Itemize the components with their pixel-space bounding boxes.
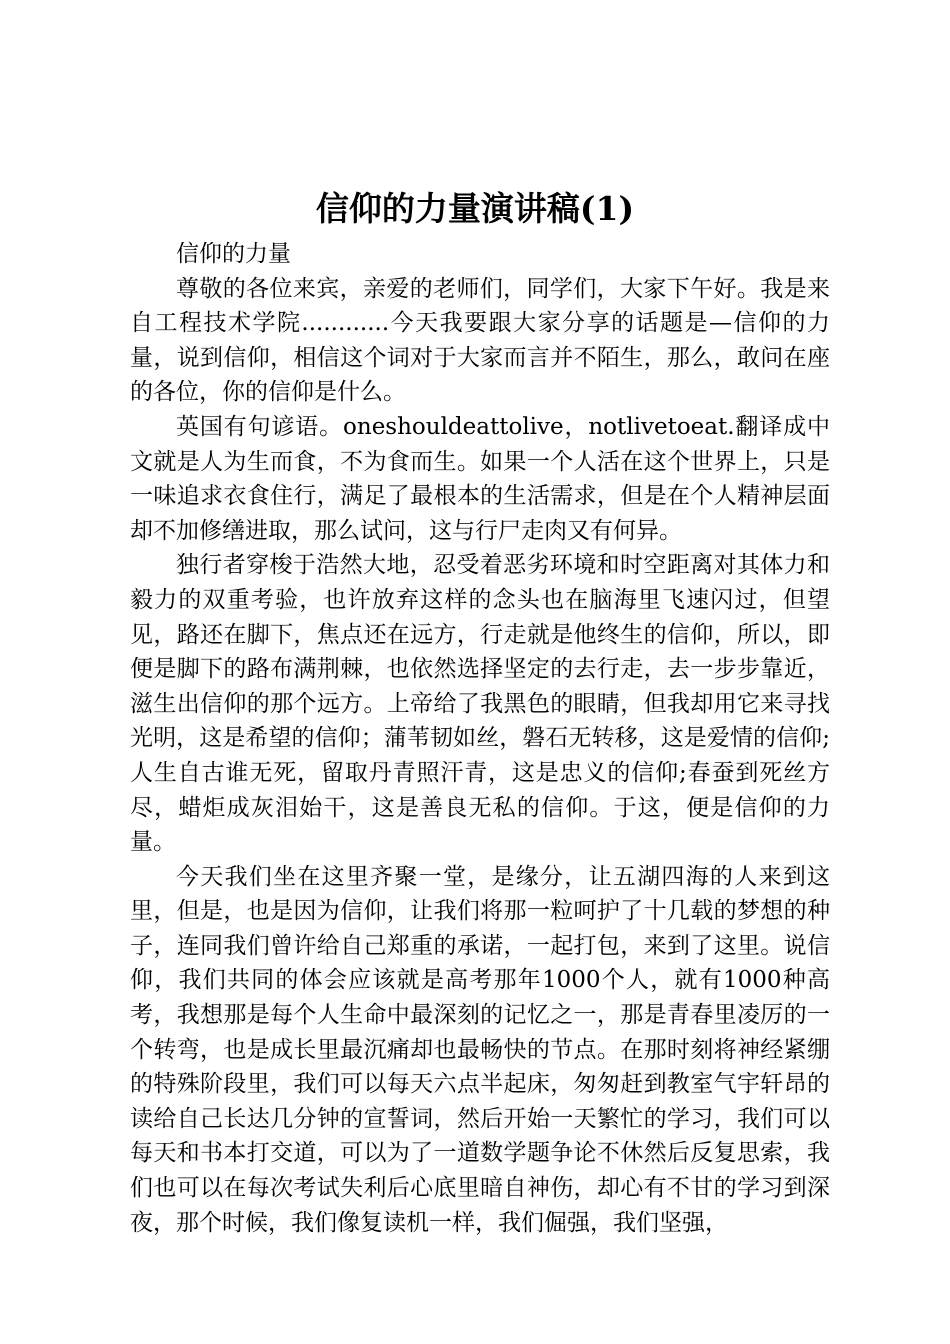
paragraph: 独行者穿梭于浩然大地，忍受着恶劣环境和时空距离对其体力和毅力的双重考验，也许放弃这样的念头也在脑海里飞速闪过，但望见，路还在脚下，焦点还在远方，行走就是他终生的信仰，所以，即便是脚下的路布满荆棘，也依然选择坚定的去行走，去一步步靠近，滋生出信仰的那个远方。上帝给了我黑色的眼睛，但我却用它来寻找光明，这是希望的信仰；蒲苇韧如丝，磐石无转移，这是爱情的信仰;人生自古谁无死，留取丹青照汗青，这是忠义的信仰;春蚕到死丝方尽，蜡炬成灰泪始干，这是善良无私的信仰。于这，便是信仰的力量。 <box>130 552 830 856</box>
document-title: 信仰的力量演讲稿(1) <box>315 189 635 228</box>
document-subtitle: 信仰的力量 <box>176 241 291 267</box>
paragraph: 英国有句谚语。oneshouldeattolive，notlivetoeat.翻译成中文就是人为生而食，不为食而生。如果一个人活在这个世界上，只是一味追求衣食住行，满足了最根本的生活需求，但是在个人精神层面却不加修缮进取，那么试问，这与行尸走肉又有何异。 <box>130 413 830 544</box>
paragraph: 今天我们坐在这里齐聚一堂，是缘分，让五湖四海的人来到这里，但是，也是因为信仰，让我们将那一粒呵护了十几载的梦想的种子，连同我们曾许给自己郑重的承诺，一起打包，来到了这里。说信仰，我们共同的体会应该就是高考那年1000个人，就有1000种高考，我想那是每个人生命中最深刻的记忆之一，那是青春里凌厉的一个转弯，也是成长里最沉痛却也最畅快的节点。在那时刻将神经紧绷的特殊阶段里，我们可以每天六点半起床，匆匆赶到教室气宇轩昂的读给自己长达几分钟的宣誓词，然后开始一天繁忙的学习，我们可以每天和书本打交道，可以为了一道数学题争论不休然后反复思索，我们也可以在每次考试失利后心底里暗自神伤，却心有不甘的学习到深夜，那个时候，我们像复读机一样，我们倔强，我们坚强， <box>130 863 830 1236</box>
paragraph: 尊敬的各位来宾，亲爱的老师们，同学们，大家下午好。我是来自工程技术学院............今天我要跟大家分享的话题是—信仰的力量，说到信仰，相信这个词对于大家而言并不陌生，那么，敢问在座的各位，你的信仰是什么。 <box>130 275 830 406</box>
document-body <box>130 237 830 1240</box>
